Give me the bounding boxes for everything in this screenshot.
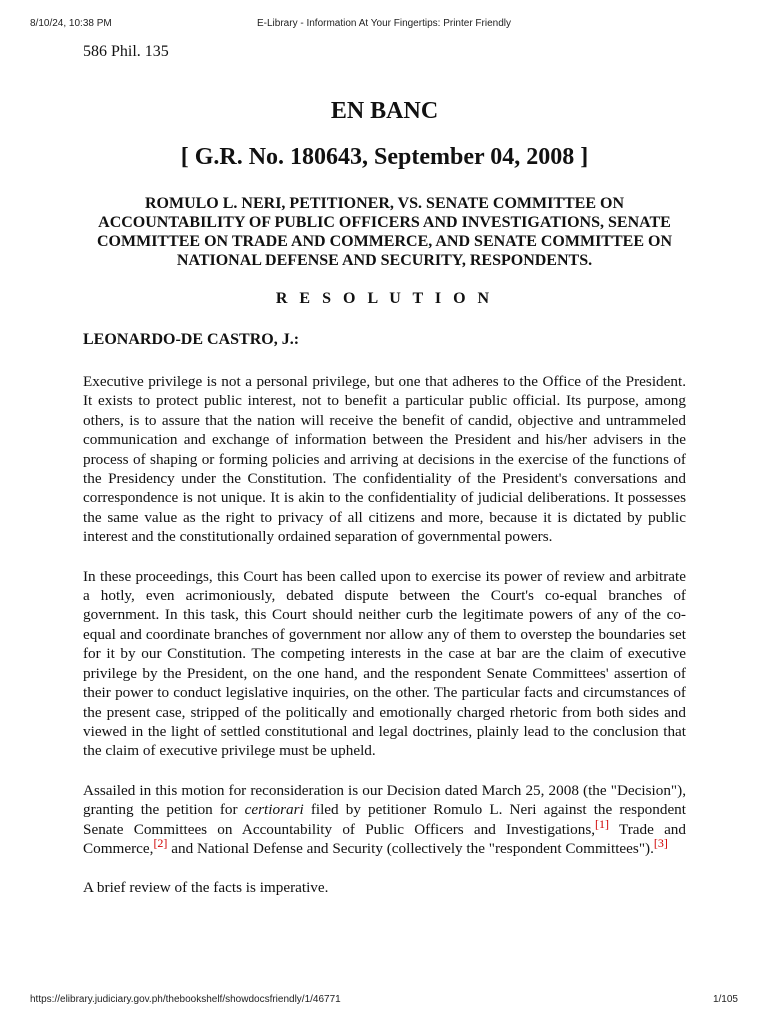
document-body [83,42,686,898]
paragraph-3-text-3: Trade and Commerce, [83,820,686,857]
paragraph-4: A brief review of the facts is imperative. [83,879,329,897]
paragraph-2: In these proceedings, this Court has been called upon to exercise its power of review and arbitrate a hotly, even acrimoniously, debated dispute between the Court's co-equal branches of government. In this task, this Court should neither curb the legitimate powers of any of the co-equal and coordinate branches of government nor allow any of them to overstep the boundaries set for it by our Constitution. The competing interests in the case at bar are the claim of executive privilege by the President, on the one hand, and the respondent Senate Committees' assertion of their power to conduct legislative inquiries, on the other. The particular facts and circumstances of the present case, stripped of the politically and emotionally charged rhetoric from both sides and viewed in the light of settled constitutional and legal doctrines, plainly lead to the conclusion that the claim of executive privilege must be upheld. [83,567,686,760]
print-footer [0,994,768,1008]
resolution-heading: R E S O L U T I O N [275,290,494,307]
division-heading: EN BANC [330,98,439,124]
paragraph-1: Executive privilege is not a personal privilege, but one that adheres to the Office of the President. It exists to protect public interest, not to benefit a particular public official. Its purpose, among others, is to assure that the nation will receive the benefit of candid, objective and untrammeled communication and exchange of information between the President and his/her advisers in the process of shaping or forming policies and arriving at decisions in the exercise of the functions of the Presidency under the Constitution. The confidentiality of the President's conversations and correspondence is not unique. It is akin to the confidentiality of judicial deliberations. It possesses the same value as the right to privacy of all citizens and more, because it is dictated by public interest and the constitutionally ordained separation of governmental powers. [83,373,686,546]
source-url: https://elibrary.judiciary.gov.ph/thebookshelf/showdocsfriendly/1/46771 [30,994,341,1005]
paragraph-3-text-4: and National Defense and Security (collectively the "respondent Committees"). [167,839,654,857]
footnote-link-3[interactable]: [3] [653,835,668,850]
footnote-link-1[interactable]: [1] [595,816,610,831]
paragraph-3-text-2: filed by petitioner Romulo L. Neri against the respondent Senate Committees on Accountability of Public Officers and Investigations, [83,801,686,838]
case-parties: ROMULO L. NERI, PETITIONER, VS. SENATE COMMITTEE ON ACCOUNTABILITY OF PUBLIC OFFICERS AND INVESTIGATIONS, SENATE COMMITTEE ON TRADE AND COMMERCE, AND SENATE COMMITTEE ON NATIONAL DEFENSE AND SECURITY, RESPONDENTS. [96,195,672,269]
paragraph-3-text-1: Assailed in this motion for reconsideration is our Decision dated March 25, 2008 (the "Decision"), granting the petition for [83,781,686,819]
citation: 586 Phil. 135 [83,43,169,60]
print-datetime: 8/10/24, 10:38 PM [30,18,112,29]
paragraph-3-italic: certiorari [244,801,304,819]
case-number: [ G.R. No. 180643, September 04, 2008 ] [180,144,589,170]
page-number: 1/105 [712,994,738,1005]
footnote-link-2[interactable]: [2] [153,835,168,850]
print-header [0,18,768,32]
ponente: LEONARDO-DE CASTRO, J.: [83,331,300,348]
print-page-title: E-Library - Information At Your Fingertips: Printer Friendly [257,18,511,29]
paragraph-3 [83,781,686,859]
